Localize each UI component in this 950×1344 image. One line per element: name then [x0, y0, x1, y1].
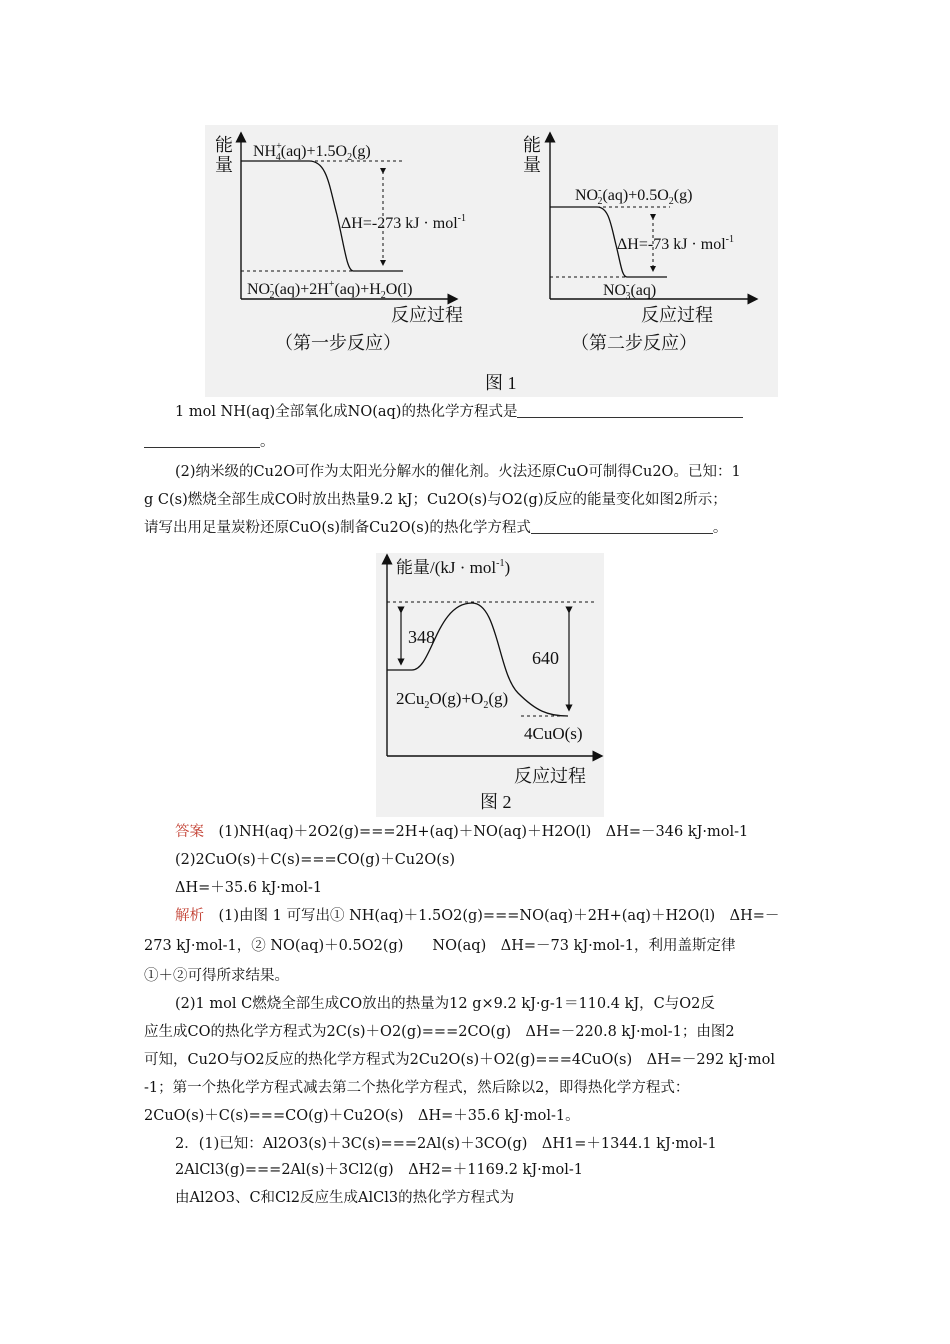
- analysis-text-1: (1)由图 1 可写出① NH(aq)＋1.5O2(g)===NO(aq)＋2H+(aq)＋H2O(l) ΔH=－: [218, 908, 780, 924]
- question-2-next-line-2: 2AlCl3(g)===2Al(s)＋3Cl2(g) ΔH2=＋1169.2 kJ·mol-1: [175, 1162, 583, 1178]
- answer-label: 答案: [175, 824, 204, 840]
- analysis-line-6: 可知，Cu2O与O2反应的热化学方程式为2Cu2O(s)＋O2(g)===4CuO(s) ΔH=－292 kJ·mol: [144, 1052, 776, 1068]
- left-step-label: （第一步反应）: [275, 333, 401, 353]
- analysis-line-7: -1；第一个热化学方程式减去第二个热化学方程式，然后除以2，即得热化学方程式：: [144, 1080, 690, 1096]
- energy-diagram-1: [205, 125, 778, 397]
- figure-2-caption: 图 2: [480, 792, 512, 812]
- fig2-activation-energy: 348: [408, 627, 435, 647]
- left-end-label: $NO^-2(aq)+2H^+(aq)+H_2O(l)$: [247, 279, 413, 301]
- fig2-y-label: 能量/(kJ · mol$^{-1}$): [396, 558, 511, 577]
- left-start-label: NH+ $4(aq)+1.5O_2(g)$: [253, 141, 371, 163]
- analysis-label: 解析: [175, 908, 204, 924]
- question-1-text: 1 mol NH(aq)全部氧化成NO(aq)的热化学方程式是: [175, 404, 518, 420]
- left-y-label-1: 能: [215, 135, 233, 155]
- right-x-label: 反应过程: [641, 305, 713, 325]
- question-2-line-3: 请写出用足量炭粉还原CuO(s)制备Cu2O(s)的热化学方程式 。: [144, 520, 728, 536]
- fig2-energy-difference: 640: [532, 648, 559, 668]
- answer-text-1: (1)NH(aq)＋2O2(g)===2H+(aq)＋NO(aq)＋H2O(l) ΔH=－346 kJ·mol-1: [218, 824, 749, 840]
- question-1-tail: [175, 402, 743, 422]
- energy-diagram-2: [376, 553, 604, 817]
- question-1-tail-continued: 。: [144, 432, 275, 452]
- analysis-line-8: 2CuO(s)＋C(s)===CO(g)＋Cu2O(s) ΔH=＋35.6 kJ·mol-1。: [144, 1108, 580, 1124]
- answer-line-3: ΔH=＋35.6 kJ·mol-1: [175, 880, 323, 896]
- question-2-line-1: (2)纳米级的Cu2O可作为太阳光分解水的催化剂。火法还原CuO可制得Cu2O。已知：1: [175, 464, 741, 480]
- answer-blank-continued: [144, 433, 260, 448]
- answer-blank: [517, 403, 743, 418]
- left-x-label: 反应过程: [391, 305, 463, 325]
- analysis-line-2: 273 kJ·mol-1，② NO(aq)＋0.5O2(g) NO(aq) ΔH=－73 kJ·mol-1，利用盖斯定律: [144, 938, 736, 954]
- right-step-label: （第二步反应）: [571, 333, 697, 353]
- right-y-label-2: 量: [523, 155, 541, 175]
- question-2-next-line-3: 由Al2O3、C和Cl2反应生成AlCl3的热化学方程式为: [175, 1190, 515, 1206]
- fig2-reactants-label: $2Cu_2O(g)+O_2(g)$: [396, 689, 509, 711]
- fig2-x-label: 反应过程: [514, 766, 586, 786]
- figure-1: [205, 125, 778, 397]
- question-2-line-2: g C(s)燃烧全部生成CO时放出热量9.2 kJ；Cu2O(s)与O2(g)反应的能量变化如图2所示；: [144, 492, 727, 508]
- fig2-products-label: 4CuO(s): [524, 724, 583, 743]
- right-end-label: NO-3(aq): [603, 280, 657, 302]
- right-y-label-1: 能: [523, 135, 541, 155]
- answer-line-1: [175, 822, 748, 842]
- figure-1-caption: 图 1: [485, 373, 517, 393]
- right-start-label: $NO^-2(aq)+0.5O_2(g)$: [575, 185, 693, 207]
- left-delta-h: ΔH=-273 kJ · mol$^{-1}$: [341, 213, 466, 232]
- figure-2: [376, 553, 604, 817]
- analysis-line-4: (2)1 mol C燃烧全部生成CO放出的热量为12 g×9.2 kJ·g-1＝110.4 kJ，C与O2反: [175, 996, 715, 1012]
- right-delta-h: ΔH=-73 kJ · mol$^{-1}$: [617, 234, 734, 253]
- left-y-label-2: 量: [215, 155, 233, 175]
- answer-blank-2: [531, 519, 713, 534]
- question-2-next-line-1: 2．(1)已知：Al2O3(s)＋3C(s)===2Al(s)＋3CO(g) ΔH1=＋1344.1 kJ·mol-1: [175, 1136, 717, 1152]
- analysis-line-3: ①＋②可得所求结果。: [144, 968, 289, 984]
- answer-line-2: (2)2CuO(s)＋C(s)===CO(g)＋Cu2O(s): [175, 852, 456, 868]
- analysis-line-1: [175, 906, 779, 926]
- question-2-text: 请写出用足量炭粉还原CuO(s)制备Cu2O(s)的热化学方程式: [144, 520, 531, 536]
- analysis-line-5: 应生成CO的热化学方程式为2C(s)＋O2(g)===2CO(g) ΔH=－220.8 kJ·mol-1；由图2: [144, 1024, 735, 1040]
